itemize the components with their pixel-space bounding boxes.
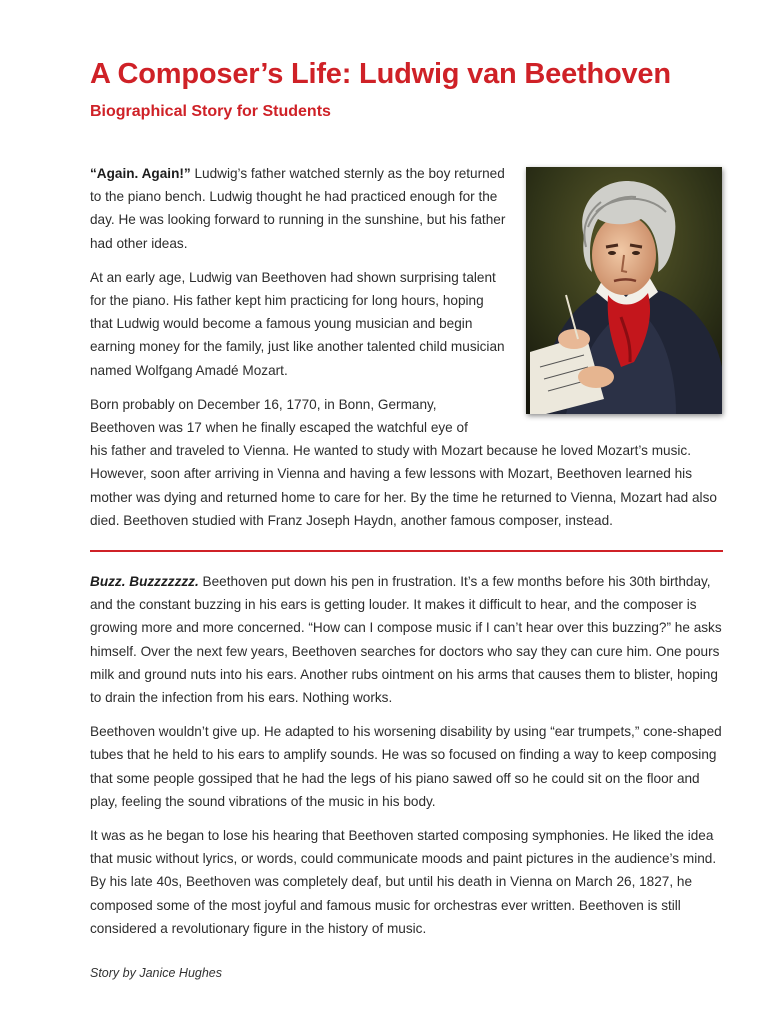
lead-phrase: “Again. Again!” [90, 166, 191, 181]
section-hearing-loss [90, 570, 723, 951]
paragraph: It was as he began to lose his hearing that Beethoven started composing symphonies. He liked the idea that music without lyrics, or words, could communicate moods and paint pictures in the audience’s mind. By his late 40s, Beethoven was completely deaf, but until his death in Vienna on March 26, 1827, he composed some of the most joyful and famous music for orchestras ever written. Beethoven is still considered a revolutionary figure in the history of music. [90, 828, 717, 936]
paragraph [90, 570, 723, 709]
beethoven-portrait-image [526, 167, 722, 414]
page-subtitle: Biographical Story for Students [90, 103, 331, 120]
paragraph: Beethoven wouldn’t give up. He adapted to his worsening disability by using “ear trumpets,” cone-shaped tubes that he held to his ears to amplify sounds. He was so focused on finding a way to keep composing that some people gossiped that he had the legs of his piano sawed off so he could sit on the floor and play, feeling the sound vibrations of the music in his body. [90, 724, 722, 809]
paragraph [90, 393, 723, 532]
section-childhood [90, 162, 717, 543]
section-divider [90, 550, 723, 552]
paragraph: At an early age, Ludwig van Beethoven had shown surprising talent for the piano. His father kept him practicing for long hours, hoping that Ludwig would become a famous young musician and begin earning money for the family, just like another talented child musician named Wolfgang Amadé Mozart. [90, 269, 505, 378]
lead-phrase: Buzz. Buzzzzzzz. [90, 574, 199, 589]
paragraph-text: Beethoven was 17 when he finally escaped the watchful eye of [90, 420, 468, 436]
paragraph [90, 162, 510, 255]
page-title: A Composer’s Life: Ludwig van Beethoven [90, 58, 671, 90]
paragraph-text: Beethoven put down his pen in frustration. It’s a few months before his 30th birthday, and the constant buzzing in his ears is getting louder. It makes it difficult to hear, and the composer is growing more and more concerned. “How can I compose music if I can’t hear over this buzzing?” he asks himself. Over the next few years, Beethoven searches for doctors who say they can cure him. One pours milk and ground nuts into his ears. Another rubs ointment on his arms that causes them to blister, hoping to drain the infection from his ears. Nothing works. [90, 574, 722, 706]
paragraph-text: Born probably on December 16, 1770, in Bonn, Germany, [90, 396, 437, 412]
author-credit: Story by Janice Hughes [90, 966, 223, 980]
paragraph-text: Ludwig’s father watched sternly as the boy returned to the piano bench. Ludwig thought he had practiced enough for the day. He was looking forward to running in the sunshine, but his father had other ideas. [90, 166, 506, 251]
paragraph-text: his father and traveled to Vienna. He wanted to study with Mozart because he loved Mozart’s music. However, soon after arriving in Vienna and having a few lessons with Mozart, Beethoven learned his mother was dying and returned home to care for her. By the time he returned to Vienna, Mozart had also died. Beethoven studied with Franz Joseph Haydn, another famous composer, instead. [90, 443, 717, 528]
